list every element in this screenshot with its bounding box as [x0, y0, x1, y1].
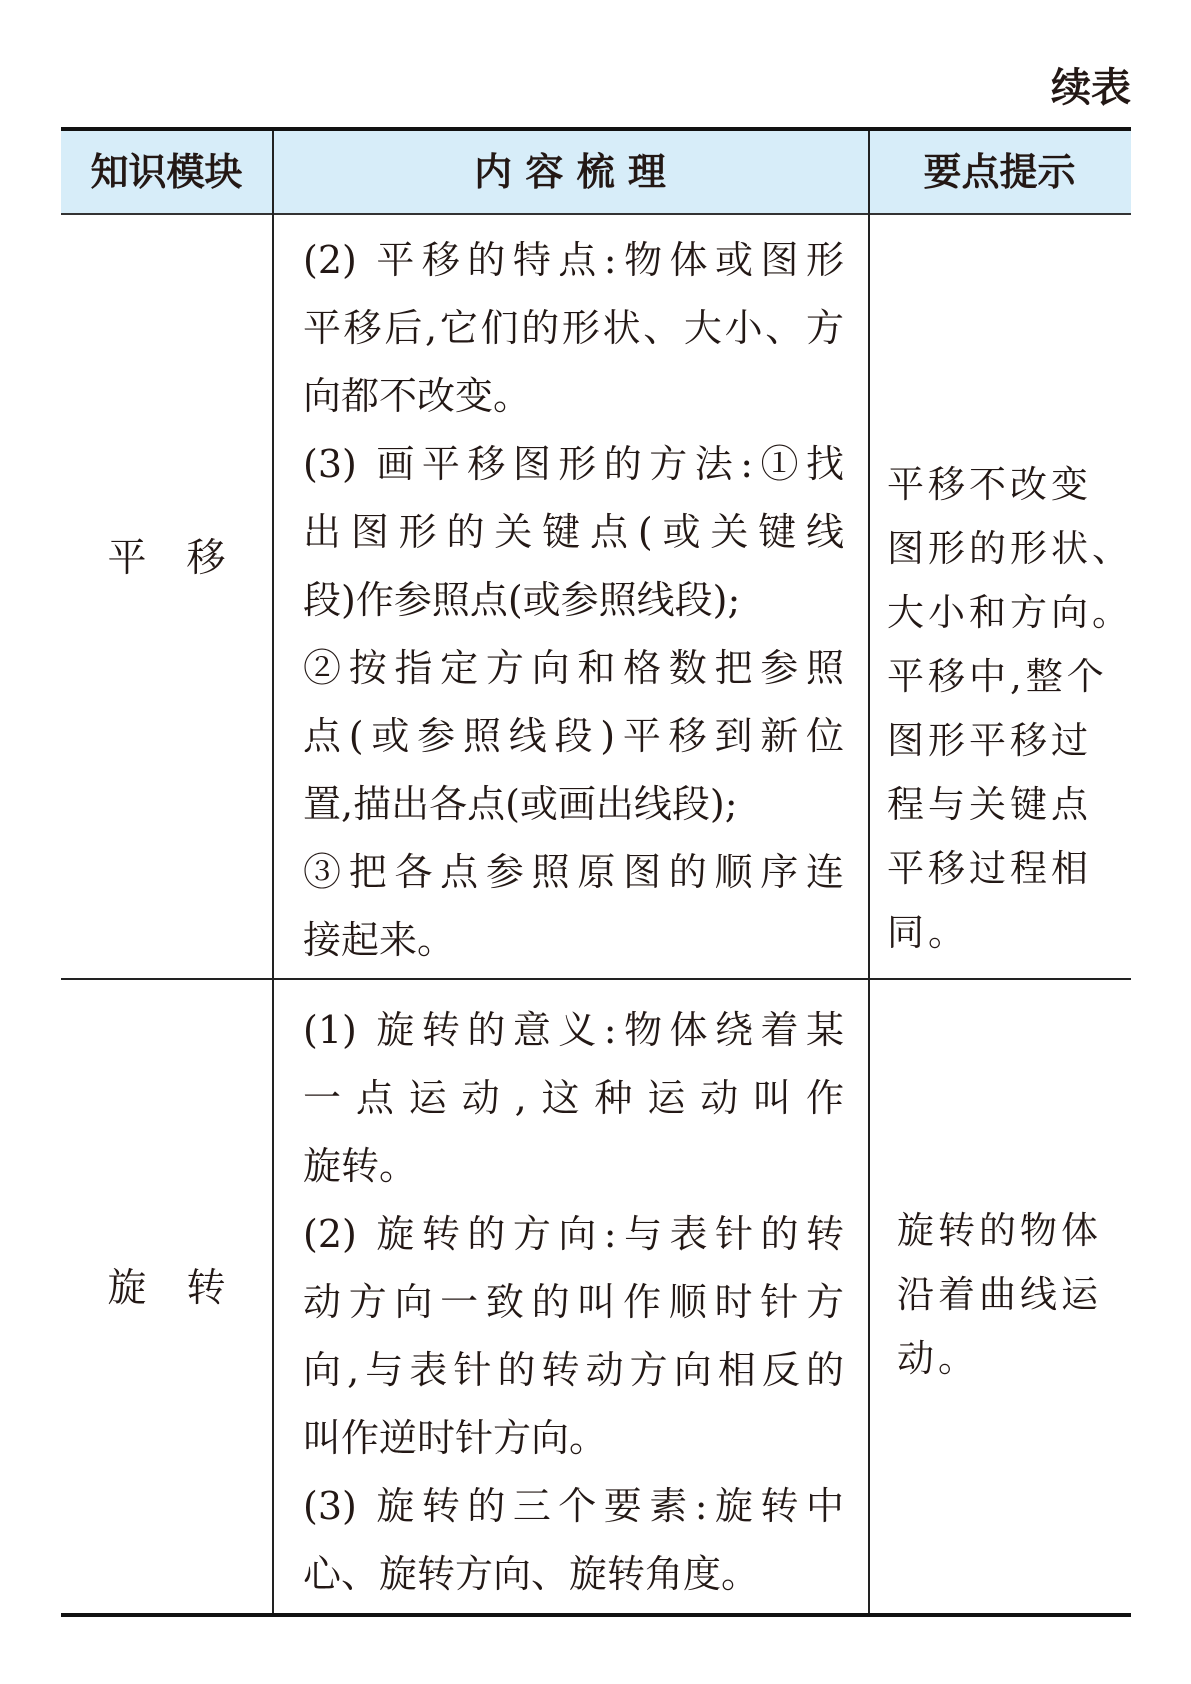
tip-line: 大小和方向。	[887, 591, 1133, 634]
content-line: 一点运动,这种运动叫作	[303, 1076, 844, 1120]
content-line: 平移后,它们的形状、大小、方	[303, 306, 844, 350]
content-line: (2) 旋转的方向:与表针的转	[303, 1212, 844, 1256]
tip-line: 同。	[887, 911, 969, 954]
tip-line: 图形平移过	[887, 719, 1092, 762]
content-line: 向都不改变。	[303, 374, 532, 418]
tip-line: 程与关键点	[887, 783, 1092, 826]
content-line: (3) 旋转的三个要素:旋转中	[303, 1484, 844, 1528]
header-tips: 要点提示	[923, 150, 1076, 194]
table-bottom-rule	[61, 1613, 1131, 1617]
content-translation	[303, 226, 844, 974]
table-header	[61, 131, 1131, 215]
content-line: 段)作参照点(或参照线段);	[303, 578, 741, 622]
content-line: 旋转。	[303, 1144, 418, 1188]
content-line: ③把各点参照原图的顺序连	[303, 850, 844, 894]
content-line: 置,描出各点(或画出线段);	[303, 782, 738, 826]
tip-line: 平移中,整个	[887, 655, 1108, 698]
content-line: 向,与表针的转动方向相反的	[303, 1348, 844, 1392]
content-line: ②按指定方向和格数把参照	[303, 646, 844, 690]
tip-line: 平移过程相	[887, 847, 1092, 890]
header-module: 知识模块	[90, 150, 243, 194]
content-line: (3) 画平移图形的方法:①找	[303, 442, 844, 486]
tip-line: 平移不改变	[887, 463, 1092, 506]
module-rotation: 旋转	[107, 1266, 266, 1311]
content-line: 点(或参照线段)平移到新位	[303, 714, 844, 758]
content-line: 叫作逆时针方向。	[303, 1416, 608, 1460]
tip-line: 图形的形状、	[887, 527, 1133, 570]
tip-line: 动。	[897, 1337, 979, 1380]
row-divider	[61, 978, 1131, 980]
header-content: 内 容 梳 理	[474, 150, 666, 194]
column-divider	[272, 131, 274, 1614]
tip-rotation	[897, 1199, 1102, 1391]
module-translation: 平移	[107, 536, 266, 581]
tip-translation	[887, 453, 1133, 965]
continued-table-label: 续表	[1051, 65, 1131, 111]
content-line: 动方向一致的叫作顺时针方	[303, 1280, 844, 1324]
content-line: 接起来。	[303, 918, 456, 962]
content-rotation	[303, 996, 844, 1608]
tip-line: 旋转的物体	[897, 1209, 1102, 1252]
knowledge-table	[61, 127, 1131, 1617]
content-line: (2) 平移的特点:物体或图形	[303, 238, 844, 282]
content-line: (1) 旋转的意义:物体绕着某	[303, 1008, 844, 1052]
tip-line: 沿着曲线运	[897, 1273, 1102, 1316]
content-line: 心、旋转方向、旋转角度。	[303, 1552, 760, 1596]
content-line: 出图形的关键点(或关键线	[303, 510, 844, 554]
column-divider	[868, 131, 870, 1614]
